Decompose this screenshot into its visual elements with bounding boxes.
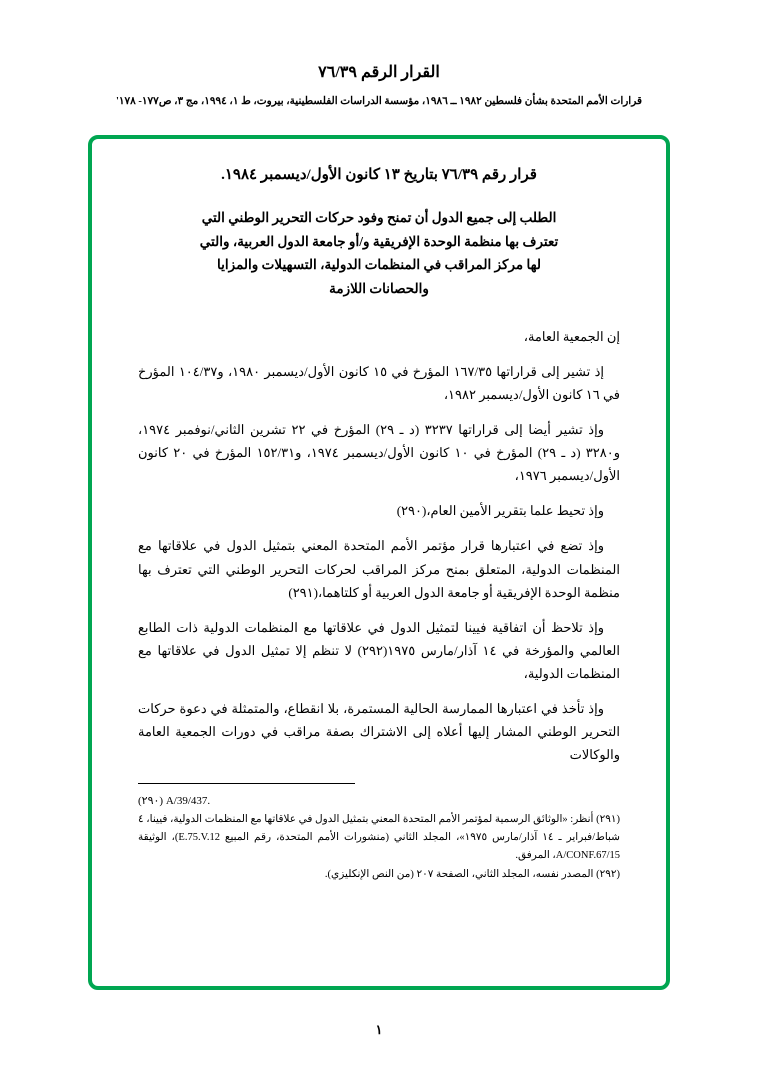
footnote-divider <box>138 783 355 784</box>
paragraph-noting-convention: وإذ تلاحظ أن اتفاقية فيينا لتمثيل الدول في علاقاتها مع المنظمات الدولية ذات الطابع العالمي والمؤرخة في ١٤ آذار/مارس ١٩٧٥(٢٩٢) لا تنظم إلا تمثيل الدول في علاقاتها مع المنظمات الدولية، <box>138 619 620 681</box>
footnote-290-number: (٢٩٠) <box>138 794 164 807</box>
paragraph-recalling-1: إذ تشير إلى قراراتها ١٦٧/٣٥ المؤرخ في ١٥ كانون الأول/ديسمبر ١٩٨٠، و١٠٤/٣٧ المؤرخ في ١٦ كانون الأول/ديسمبر ١٩٨٢، <box>138 363 620 402</box>
green-border-frame <box>88 135 670 990</box>
footnotes-section <box>138 792 620 884</box>
source-citation: قرارات الأمم المتحدة بشأن فلسطين ١٩٨٢ ــ ١٩٨٦، مؤسسة الدراسات الفلسطينية، بيروت، ط ١، ١٩٩٤، مج ٣، ص١٧٧- ١٧٨' <box>115 96 643 107</box>
footnote-290-text: A/39/437. <box>165 794 211 807</box>
paragraph-recalling-2: وإذ تشير أيضا إلى قراراتها ٣٢٣٧ (د ـ ٢٩) المؤرخ في ٢٢ تشرين الثاني/نوفمبر ١٩٧٤، و٣٢٨٠ (د ـ ٢٩) المؤرخ في ١٠ كانون الأول/ديسمبر ١٩٧٤، و١٥٢/٣١ المؤرخ في ٢٠ كانون الأول/ديسمبر ١٩٧٦، <box>138 421 621 484</box>
resolution-heading: الطلب إلى جميع الدول أن تمنح وفود حركات التحرير الوطني التي تعترف بها منظمة الوحدة الإفريقية و/أو جامعة الدول العربية، والتي لها مركز المراقب في المنظمات الدولية، التسهيلات والمزايا والحصانات اللازمة <box>199 210 559 296</box>
paragraph-taking-into-account: وإذ تأخذ في اعتبارها الممارسة الحالية المستمرة، بلا انقطاع، والمتمثلة في دعوة حركات التحرير الوطني المشار إليها أعلاه إلى الاشتراك بصفة مراقب في دورات الجمعية العامة والوكالات <box>138 701 620 763</box>
document-header <box>0 0 758 107</box>
paragraph-bearing-in-mind: وإذ تضع في اعتبارها قرار مؤتمر الأمم المتحدة المعني بتمثيل الدول في علاقاتها مع المنظمات الدولية، المتعلق بمنح مركز المراقب لحركات التحرير الوطني التي تعترف بها منظمة الوحدة الإفريقية أو جامعة الدول العربية أو كلتاهما،(٢٩١) <box>138 538 620 600</box>
footnote-290 <box>138 792 620 811</box>
resolution-content <box>92 139 666 986</box>
page-number: ١ <box>375 1022 383 1037</box>
paragraph-preamble-opening: إن الجمعية العامة، <box>523 328 620 344</box>
resolution-reference-line: قرار رقم ٧٦/٣٩ بتاريخ ١٣ كانون الأول/ديسمبر ١٩٨٤. <box>221 167 537 183</box>
paragraph-noting-report: وإذ تحيط علما بتقرير الأمين العام،(٢٩٠) <box>396 503 604 519</box>
footnote-292: (٢٩٢) المصدر نفسه، المجلد الثاني، الصفحة ٢٠٧ (من النص الإنكليزي). <box>324 868 620 880</box>
footnote-291: (٢٩١) أنظر: «الوثائق الرسمية لمؤتمر الأمم المتحدة المعني بتمثيل الدول في علاقاتها مع المنظمات الدولية، فيينا، ٤ شباط/فبراير ـ ١٤ آذار/مارس ١٩٧٥»، المجلد الثاني (منشورات الأمم المتحدة، رقم المبيع E.75.V.12)، الوثيقة A/CONF.67/15، المرفق. <box>138 814 620 861</box>
page-title: القرار الرقم ٧٦/٣٩ <box>318 64 440 81</box>
